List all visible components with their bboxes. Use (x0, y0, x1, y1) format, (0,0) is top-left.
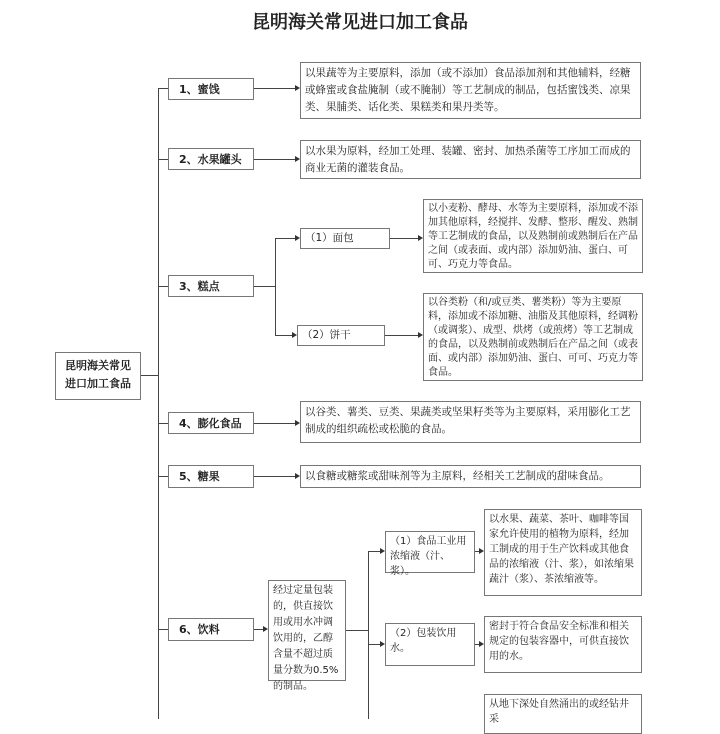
subcategory-bread: （1）面包 (300, 228, 390, 249)
category-description: 以水果为原料，经加工处理、装罐、密封、加热杀菌等工序加工而成的商业无菌的灌装食品。 (300, 140, 641, 179)
connector (158, 629, 168, 630)
subcategory-concentrate: （1）食品工业用浓缩液（汁、浆）。 (385, 531, 475, 573)
connector (140, 375, 158, 376)
root-node: 昆明海关常见进口加工食品 (55, 352, 141, 400)
connector (158, 159, 168, 160)
subcategory-description: 以水果、蔬菜、茶叶、咖啡等国家允许使用的植物为原料，经加工制成的用于生产饮料或其他食品的浓缩液（汁、浆），如浓缩果蔬汁（浆）、茶浓缩液等。 (484, 509, 642, 596)
trunk-line (158, 88, 159, 719)
connector (158, 476, 168, 477)
category-description: 以果蔬等为主要原料，添加（或不添加）食品添加剂和其他辅料，经糖或蜂蜜或食盐腌制（或不腌制）等工艺制成的制品，包括蜜饯类、凉果类、果脯类、话化类、果糕类和果丹类等。 (300, 62, 641, 119)
category-pastry: 3、糕点 (168, 275, 254, 297)
subcategory-description: 密封于符合食品安全标准和相关规定的包装容器中，可供直接饮用的水。 (484, 616, 642, 673)
subcategory-description: 从地下深处自然涌出的或经钻井采 (484, 694, 642, 734)
subcategory-description: 以小麦粉、酵母、水等为主要原料，添加或不添加其他原料，经搅拌、发酵、整形、醒发、熟制等工艺制成的食品，以及熟制前或熟制后在产品之间（或表面、或内部）添加奶油、蛋白、可可、巧克力等食品。 (423, 199, 643, 273)
category-candy: 5、糖果 (168, 465, 254, 488)
subcategory-biscuit: （2）饼干 (297, 325, 385, 346)
category-description: 以谷类、薯类、豆类、果蔬类或坚果籽类等为主要原料，采用膨化工艺制成的组织疏松或松脆的食品。 (300, 401, 641, 443)
subcategory-description: 以谷类粉（和/或豆类、薯类粉）等为主要原料，添加或不添加糖、油脂及其他原料，经调粉（或调浆）、成型、烘烤（或煎烤）等工艺制成的食品，以及熟制前或熟制后在产品之间（或表面、或内部）添加奶油、蛋白、可可、巧克力等食品。 (423, 293, 643, 381)
category-beverage: 6、饮料 (168, 618, 254, 641)
category-description: 以食糖或糖浆或甜味剂等为主原料，经相关工艺制成的甜味食品。 (300, 465, 641, 488)
connector (158, 88, 168, 89)
connector (158, 286, 168, 287)
beverage-definition: 经过定量包装的，供直接饮用或用水冲调饮用的，乙醇含量不超过质量分数为0.5%的制品。 (268, 580, 346, 681)
subcategory-bottled-water: （2）包装饮用水。 (385, 623, 475, 666)
category-puffed-food: 4、膨化食品 (168, 412, 254, 434)
connector (158, 423, 168, 424)
category-candied-fruit: 1、蜜饯 (168, 78, 254, 100)
page-title: 昆明海关常见进口加工食品 (252, 12, 468, 33)
category-canned-fruit: 2、水果罐头 (168, 148, 254, 170)
